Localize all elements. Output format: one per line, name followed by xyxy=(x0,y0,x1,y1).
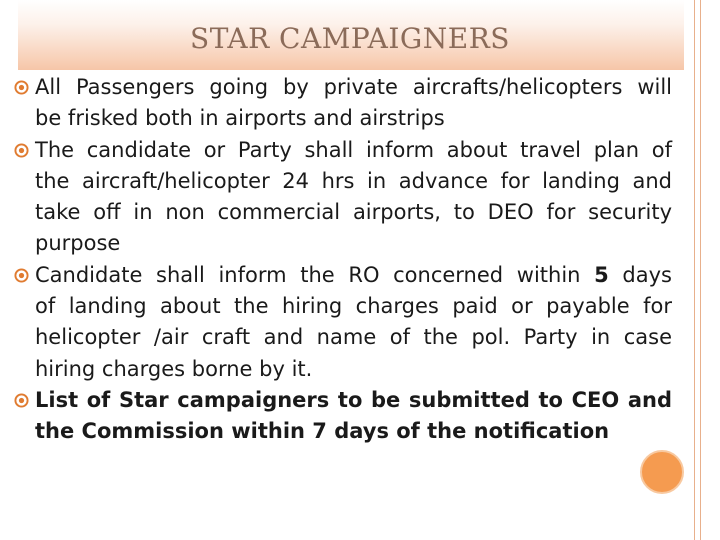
bullet-text-line: be frisked both in airports and airstrips xyxy=(35,106,445,131)
list-item xyxy=(12,72,672,135)
bullet-text-segment: Candidate shall inform the RO concerned within xyxy=(35,262,595,287)
bullet-text-line: of landing about the hiring charges paid or payable for xyxy=(35,294,672,319)
bullet-icon xyxy=(14,80,29,95)
list-item xyxy=(12,260,672,385)
decorative-vertical-line xyxy=(694,0,695,540)
bullet-text-line: purpose xyxy=(35,231,121,256)
emphasis-number: 5 xyxy=(594,262,609,287)
bullet-text-line xyxy=(35,260,672,291)
bullet-text-line: the Commission within 7 days of the notification xyxy=(35,419,610,444)
bullet-text-line: List of Star campaigners to be submitted to CEO and xyxy=(35,387,672,412)
list-item xyxy=(12,385,672,448)
bullet-icon xyxy=(14,393,29,408)
list-item xyxy=(12,135,672,260)
bullet-text-line: All Passengers going by private aircrafts/helicopters will xyxy=(35,75,672,99)
slide-title: STAR CAMPAIGNERS xyxy=(190,22,510,55)
bullet-text-line: The candidate or Party shall inform about travel plan of xyxy=(35,137,672,162)
bullet-icon xyxy=(14,268,29,283)
bullet-text-line: helicopter /air craft and name of the pol. Party in case xyxy=(35,325,672,350)
decorative-vertical-line xyxy=(700,0,701,540)
bullet-text-line: the aircraft/helicopter 24 hrs in advance for landing and xyxy=(35,168,672,193)
bullet-icon xyxy=(14,143,29,158)
bullet-list xyxy=(12,72,672,448)
bullet-text-line: take off in non commercial airports, to DEO for security xyxy=(35,200,672,225)
decorative-circle xyxy=(640,450,684,494)
bullet-text-segment: days xyxy=(608,262,672,287)
bullet-text-line: hiring charges borne by it. xyxy=(35,356,313,381)
